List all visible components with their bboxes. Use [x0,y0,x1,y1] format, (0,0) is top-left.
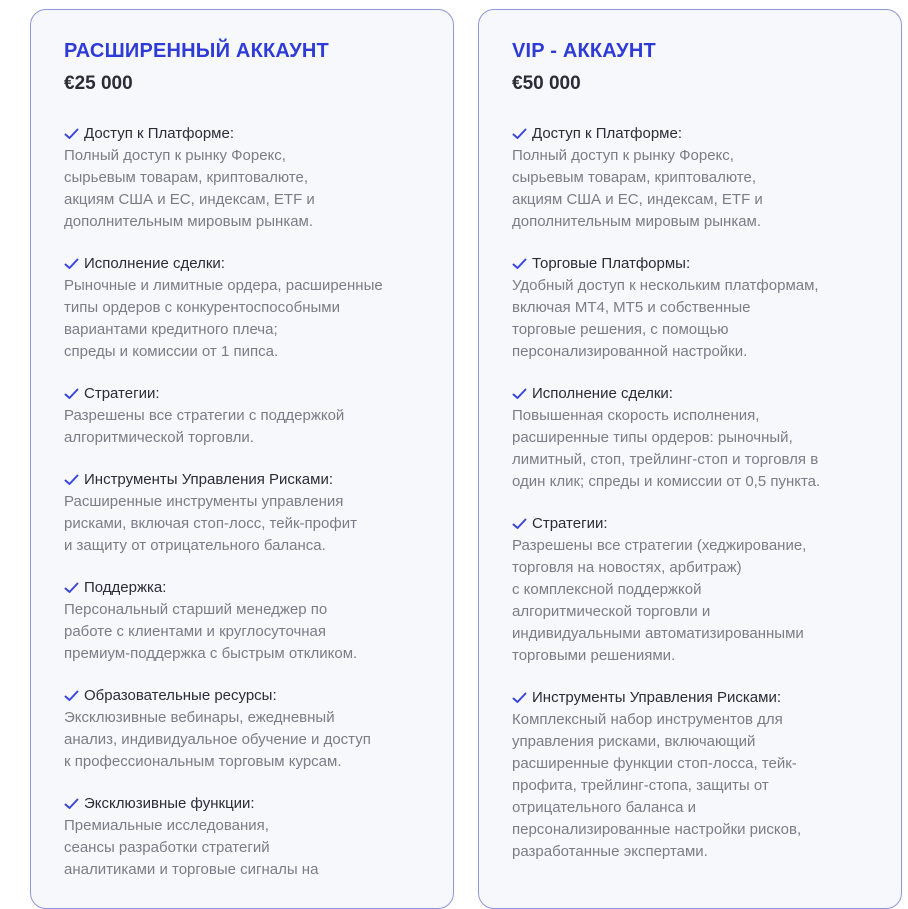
check-icon [64,258,79,270]
feature-heading: Эксклюзивные функции: [84,795,255,812]
feature-item [64,253,453,363]
check-icon [64,798,79,810]
feature-item [512,687,901,863]
feature-description: Полный доступ к рынку Форекс, сырьевым товарам, криптовалюте, акциям США и ЕС, индексам, ETF и дополнительным мировым рынкам. [64,147,315,230]
check-icon [64,582,79,594]
feature-description: Комплексный набор инструментов для управления рисками, включающий расширенные функции стоп-лосса, тейк- профита, трейлинг-стопа, защиты от отрицательного баланса и персонализированные настройки рисков, разработанные экспертами. [512,711,802,860]
check-icon [512,692,527,704]
plan-title: VIP - АККАУНТ [512,40,656,62]
feature-heading: Образовательные ресурсы: [84,687,277,704]
feature-item [512,123,901,233]
feature-heading: Поддержка: [84,579,167,596]
feature-heading: Инструменты Управления Рисками: [84,471,334,488]
feature-description: Разрешены все стратегии (хеджирование, торговля на новостях, арбитраж) с комплексной поддержкой алгоритмической торговли и индивидуальными автоматизированными торговыми решениями. [512,537,807,664]
feature-item [64,793,453,881]
feature-heading: Исполнение сделки: [84,255,225,272]
feature-description: Полный доступ к рынку Форекс, сырьевым товарам, криптовалюте, акциям США и ЕС, индексам, ETF и дополнительным мировым рынкам. [512,147,763,230]
feature-item [512,513,901,667]
check-icon [512,258,527,270]
feature-item [512,253,901,363]
feature-item [64,383,453,449]
plan-card-vip [478,9,902,909]
feature-heading: Стратегии: [84,385,160,402]
feature-description: Премиальные исследования, сеансы разработки стратегий аналитиками и торговые сигналы на [64,817,319,878]
feature-heading: Стратегии: [532,515,608,532]
feature-heading: Доступ к Платформе: [84,125,234,142]
feature-item [64,577,453,665]
check-icon [512,518,527,530]
check-icon [64,474,79,486]
feature-description: Рыночные и лимитные ордера, расширенные типы ордеров с конкурентоспособными вариантами кредитного плеча; спреды и комиссии от 1 пипса. [64,277,383,360]
check-icon [64,388,79,400]
plan-price: €25 000 [64,73,133,94]
feature-description: Персональный старший менеджер по работе с клиентами и круглосуточная премиум-поддержка с быстрым откликом. [64,601,358,662]
feature-list [64,123,453,881]
feature-item [64,469,453,557]
feature-description: Эксклюзивные вебинары, ежедневный анализ, индивидуальное обучение и доступ к профессиональным торговым курсам. [64,709,371,770]
feature-heading: Инструменты Управления Рисками: [532,689,782,706]
check-icon [512,128,527,140]
feature-heading: Доступ к Платформе: [532,125,682,142]
feature-heading: Исполнение сделки: [532,385,673,402]
check-icon [64,690,79,702]
plan-price: €50 000 [512,73,581,94]
feature-description: Разрешены все стратегии с поддержкой алгоритмической торговли. [64,407,345,446]
plan-title: РАСШИРЕННЫЙ АККАУНТ [64,40,329,62]
feature-description: Повышенная скорость исполнения, расширенные типы ордеров: рыночный, лимитный, стоп, трейлинг-стоп и торговля в один клик; спреды и комиссии от 0,5 пункта. [512,407,821,490]
feature-list [512,123,901,863]
feature-item [64,123,453,233]
feature-heading: Торговые Платформы: [532,255,691,272]
feature-item [512,383,901,493]
feature-item [64,685,453,773]
feature-description: Расширенные инструменты управления рисками, включая стоп-лосс, тейк-профит и защиту от отрицательного баланса. [64,493,357,554]
check-icon [512,388,527,400]
plan-card-extended [30,9,454,909]
check-icon [64,128,79,140]
feature-description: Удобный доступ к нескольким платформам, включая МТ4, МТ5 и собственные торговые решения, с помощью персонализированной настройки. [512,277,819,360]
